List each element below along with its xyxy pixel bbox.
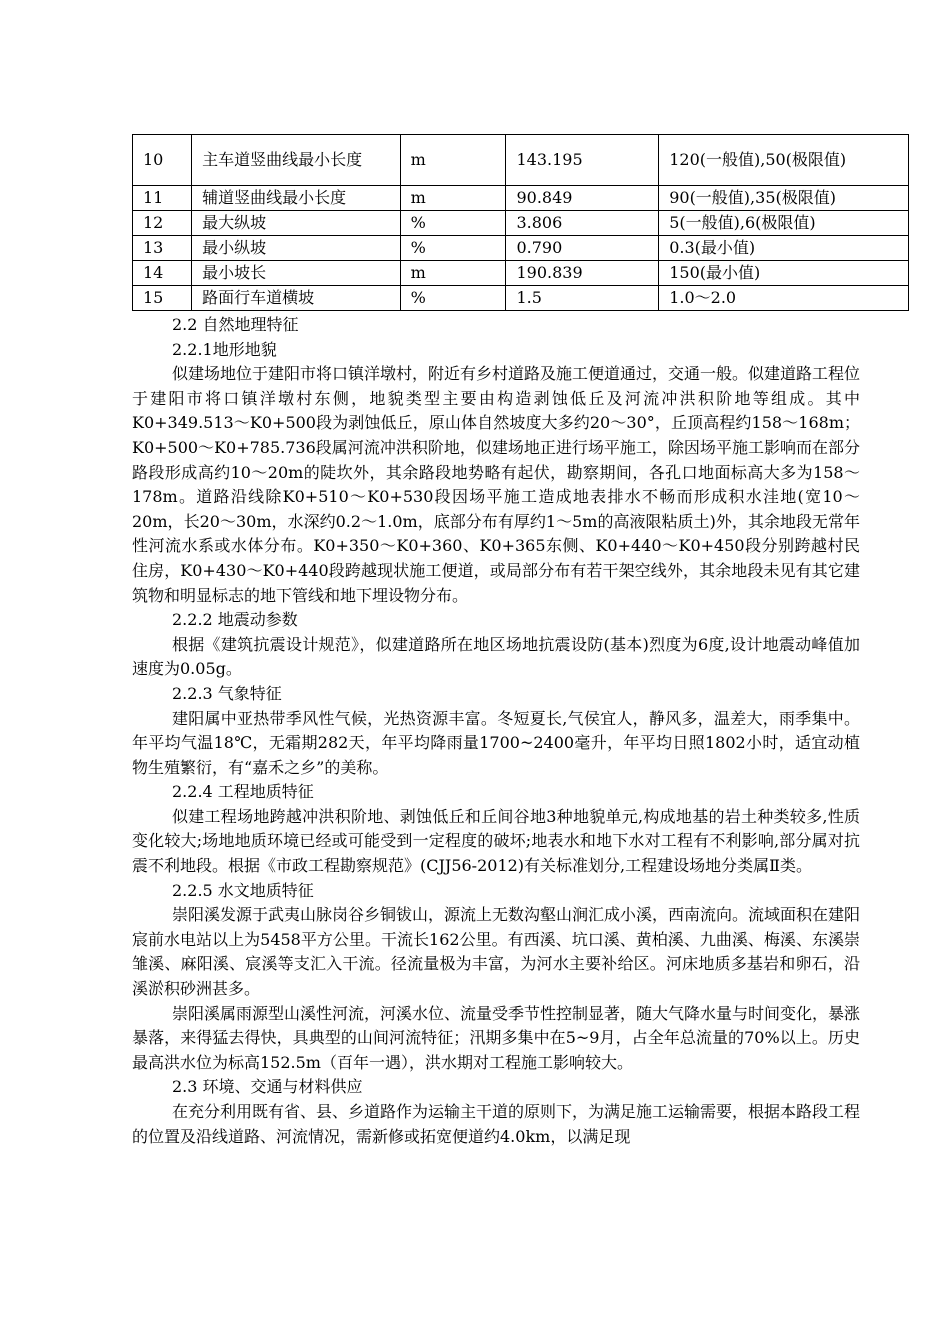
section-heading: 2.2.3 气象特征	[172, 683, 282, 703]
row-standard: 1.0～2.0	[659, 286, 909, 311]
row-item: 最小纵坡	[192, 236, 400, 261]
paragraph-terrain: 似建场地位于建阳市将口镇洋墩村，附近有乡村道路及施工便道通过，交通一般。似建道路工程位于建阳市将口镇洋墩村东侧，地貌类型主要由构造剥蚀低丘及河流冲洪积阶地等组成。其中K0+349.513～K0+500段为剥蚀低丘，原山体自然坡度大多约20～30°，丘顶高程约158～168m；K0+500～K0+785.736段属河流冲洪积阶地，似建场地正进行场平施工，除因场平施工影响而在部分路段形成高约10～20m的陡坎外，其余路段地势略有起伏，勘察期间，各孔口地面标高大多为158～178m。道路沿线除K0+510～K0+530段因场平施工造成地表排水不畅而形成积水洼地(宽10～20m，长20～30m，水深约0.2～1.0m，底部分布有厚约1～5m的高液限粘质土)外，其余地段无常年性河流水系或水体分布。K0+350～K0+360、K0+365东侧、K0+440～K0+450段分别跨越村民住房，K0+430～K0+440段跨越现状施工便道，或局部分布有若干架空线外，其余地段未见有其它建筑物和明显标志的地下管线和地下埋设物分布。	[132, 364, 861, 605]
row-number: 12	[133, 211, 192, 236]
row-unit: m	[400, 261, 506, 286]
row-standard: 0.3(最小值)	[659, 236, 909, 261]
paragraph-geology: 似建工程场地跨越冲洪积阶地、剥蚀低丘和丘间谷地3种地貌单元,构成地基的岩土种类较多,性质变化较大;场地地质环境已经或可能受到一定程度的破坏;地表水和地下水对工程有不利影响,部分属对抗震不利地段。根据《市政工程勘察规范》(CJJ56-2012)有关标准划分,工程建设场地分类属Ⅱ类。	[132, 806, 860, 876]
table-row	[133, 236, 909, 261]
row-standard: 150(最小值)	[659, 261, 909, 286]
table-row	[133, 261, 909, 286]
row-unit: %	[400, 286, 506, 311]
table-row	[133, 211, 909, 236]
row-number: 10	[133, 135, 192, 186]
row-number: 11	[133, 186, 192, 211]
row-unit: %	[400, 236, 506, 261]
section-heading: 2.2.5 水文地质特征	[172, 880, 314, 900]
section-heading: 2.2.1地形地貌	[172, 339, 277, 359]
table-row	[133, 186, 909, 211]
row-unit: m	[400, 186, 506, 211]
row-item: 主车道竖曲线最小长度	[192, 135, 400, 186]
row-value: 190.839	[506, 261, 659, 286]
row-number: 13	[133, 236, 192, 261]
row-value: 90.849	[506, 186, 659, 211]
paragraph-hydrology-1: 崇阳溪发源于武夷山脉岗谷乡铜钹山，源流上无数沟壑山涧汇成小溪，西南流向。流域面积在建阳宸前水电站以上为5458平方公里。干流长162公里。有西溪、坑口溪、黄柏溪、九曲溪、梅溪、东溪崇雏溪、麻阳溪、宸溪等支汇入干流。径流量极为丰富，为河水主要补给区。河床地质多基岩和卵石，沿溪淤积砂洲甚多。	[132, 905, 861, 999]
row-item: 路面行车道横坡	[192, 286, 400, 311]
row-standard: 90(一般值),35(极限值)	[659, 186, 909, 211]
paragraph-seismic: 根据《建筑抗震设计规范》，似建道路所在地区场地抗震设防(基本)烈度为6度,设计地震动峰值加速度为0.05g。	[132, 634, 860, 679]
section-heading: 2.3 环境、交通与材料供应	[172, 1077, 363, 1097]
paragraph-hydrology-2: 崇阳溪属雨源型山溪性河流，河溪水位、流量受季节性控制显著，随大气降水量与时间变化，暴涨暴落，来得猛去得快，具典型的山间河流特征；汛期多集中在5~9月，占全年总流量的70%以上。历史最高洪水位为标高152.5m（百年一遇），洪水期对工程施工影响较大。	[132, 1003, 861, 1072]
row-standard: 120(一般值),50(极限值)	[659, 135, 909, 186]
row-number: 15	[133, 286, 192, 311]
section-heading: 2.2 自然地理特征	[172, 315, 299, 334]
paragraph-climate: 建阳属中亚热带季风性气候，光热资源丰富。冬短夏长,气侯宜人，静风多，温差大，雨季集中。年平均气温18℃，无霜期282天，年平均降雨量1700~2400毫升，年平均日照1802小时，适宜动植物生殖繁衍，有“嘉禾之乡”的美称。	[132, 708, 860, 777]
table-row	[133, 286, 909, 311]
row-value: 143.195	[506, 135, 659, 186]
row-unit: m	[400, 135, 506, 186]
section-heading: 2.2.4 工程地质特征	[172, 782, 314, 802]
row-item: 辅道竖曲线最小长度	[192, 186, 400, 211]
section-heading: 2.2.2 地震动参数	[172, 610, 298, 630]
row-standard: 5(一般值),6(极限值)	[659, 211, 909, 236]
paragraph-environment: 在充分利用既有省、县、乡道路作为运输主干道的原则下，为满足施工运输需要，根据本路段工程的位置及沿线道路、河流情况，需新修或拓宽便道约4.0km，以满足现	[132, 1102, 861, 1146]
row-value: 1.5	[506, 286, 659, 311]
table-row	[133, 135, 909, 186]
row-unit: %	[400, 211, 506, 236]
row-value: 0.790	[506, 236, 659, 261]
row-value: 3.806	[506, 211, 659, 236]
row-item: 最大纵坡	[192, 211, 400, 236]
body-text	[132, 313, 860, 1149]
design-parameters-table	[132, 134, 909, 311]
row-item: 最小坡长	[192, 261, 400, 286]
row-number: 14	[133, 261, 192, 286]
